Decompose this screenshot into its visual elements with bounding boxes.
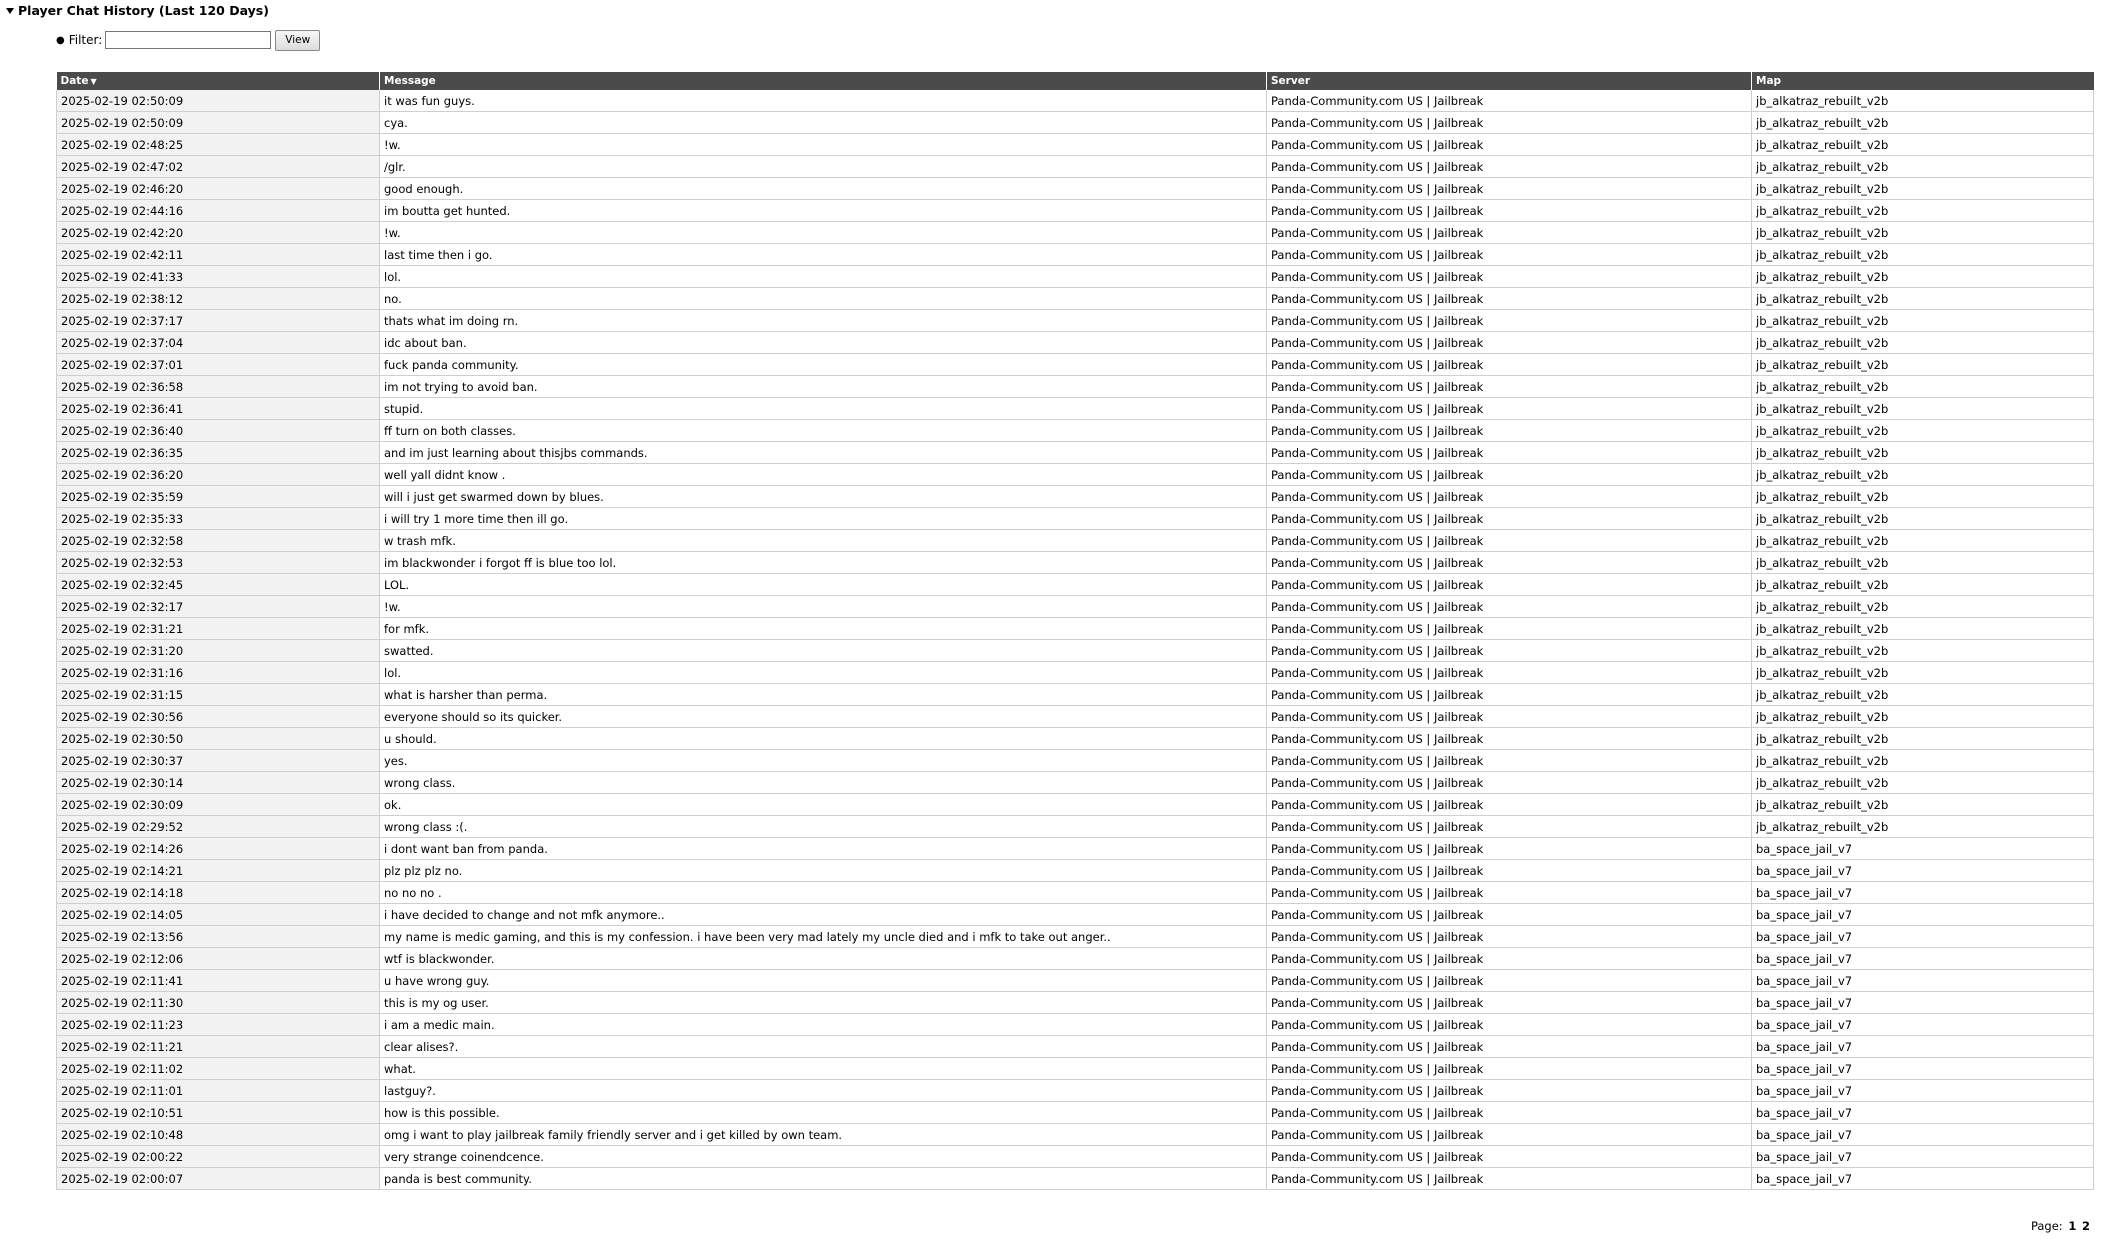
cell-map: jb_alkatraz_rebuilt_v2b: [1752, 574, 2094, 596]
cell-map: jb_alkatraz_rebuilt_v2b: [1752, 442, 2094, 464]
cell-server: Panda-Community.com US | Jailbreak: [1267, 1168, 1752, 1190]
table-row: [57, 706, 2094, 728]
cell-map: ba_space_jail_v7: [1752, 1168, 2094, 1190]
table-row: [57, 112, 2094, 134]
cell-map: jb_alkatraz_rebuilt_v2b: [1752, 596, 2094, 618]
cell-date: 2025-02-19 02:10:51: [57, 1102, 380, 1124]
sort-desc-icon: ▼: [90, 77, 97, 86]
table-row: [57, 134, 2094, 156]
cell-date: 2025-02-19 02:14:05: [57, 904, 380, 926]
table-row: [57, 948, 2094, 970]
cell-message: ff turn on both classes.: [380, 420, 1267, 442]
cell-date: 2025-02-19 02:48:25: [57, 134, 380, 156]
cell-date: 2025-02-19 02:42:11: [57, 244, 380, 266]
cell-date: 2025-02-19 02:10:48: [57, 1124, 380, 1146]
cell-map: jb_alkatraz_rebuilt_v2b: [1752, 816, 2094, 838]
cell-message: i have decided to change and not mfk anymore..: [380, 904, 1267, 926]
cell-message: wrong class :(.: [380, 816, 1267, 838]
table-row: [57, 684, 2094, 706]
cell-server: Panda-Community.com US | Jailbreak: [1267, 310, 1752, 332]
table-row: [57, 420, 2094, 442]
cell-map: jb_alkatraz_rebuilt_v2b: [1752, 222, 2094, 244]
table-row: [57, 508, 2094, 530]
cell-date: 2025-02-19 02:36:35: [57, 442, 380, 464]
cell-server: Panda-Community.com US | Jailbreak: [1267, 992, 1752, 1014]
cell-server: Panda-Community.com US | Jailbreak: [1267, 156, 1752, 178]
cell-date: 2025-02-19 02:31:16: [57, 662, 380, 684]
cell-map: jb_alkatraz_rebuilt_v2b: [1752, 706, 2094, 728]
cell-server: Panda-Community.com US | Jailbreak: [1267, 464, 1752, 486]
cell-server: Panda-Community.com US | Jailbreak: [1267, 222, 1752, 244]
section-title: Player Chat History (Last 120 Days): [18, 3, 269, 18]
cell-date: 2025-02-19 02:30:50: [57, 728, 380, 750]
cell-map: jb_alkatraz_rebuilt_v2b: [1752, 684, 2094, 706]
cell-date: 2025-02-19 02:30:56: [57, 706, 380, 728]
cell-message: will i just get swarmed down by blues.: [380, 486, 1267, 508]
bullet-icon: ●: [56, 34, 65, 46]
cell-date: 2025-02-19 02:42:20: [57, 222, 380, 244]
cell-date: 2025-02-19 02:37:01: [57, 354, 380, 376]
cell-server: Panda-Community.com US | Jailbreak: [1267, 1014, 1752, 1036]
table-row: [57, 222, 2094, 244]
table-row: [57, 574, 2094, 596]
cell-message: lastguy?.: [380, 1080, 1267, 1102]
table-row: [57, 530, 2094, 552]
cell-map: ba_space_jail_v7: [1752, 1080, 2094, 1102]
cell-map: jb_alkatraz_rebuilt_v2b: [1752, 420, 2094, 442]
cell-server: Panda-Community.com US | Jailbreak: [1267, 684, 1752, 706]
table-row: [57, 1036, 2094, 1058]
column-header-server[interactable]: Server: [1267, 72, 1752, 90]
cell-server: Panda-Community.com US | Jailbreak: [1267, 926, 1752, 948]
cell-server: Panda-Community.com US | Jailbreak: [1267, 1080, 1752, 1102]
cell-server: Panda-Community.com US | Jailbreak: [1267, 266, 1752, 288]
cell-message: omg i want to play jailbreak family friendly server and i get killed by own team.: [380, 1124, 1267, 1146]
cell-date: 2025-02-19 02:12:06: [57, 948, 380, 970]
cell-server: Panda-Community.com US | Jailbreak: [1267, 596, 1752, 618]
cell-server: Panda-Community.com US | Jailbreak: [1267, 420, 1752, 442]
cell-message: no no no .: [380, 882, 1267, 904]
cell-server: Panda-Community.com US | Jailbreak: [1267, 530, 1752, 552]
cell-map: jb_alkatraz_rebuilt_v2b: [1752, 178, 2094, 200]
cell-message: u have wrong guy.: [380, 970, 1267, 992]
cell-message: panda is best community.: [380, 1168, 1267, 1190]
cell-date: 2025-02-19 02:11:01: [57, 1080, 380, 1102]
column-header-date[interactable]: Date ▼: [57, 72, 380, 90]
cell-message: /glr.: [380, 156, 1267, 178]
table-row: [57, 398, 2094, 420]
cell-date: 2025-02-19 02:30:37: [57, 750, 380, 772]
table-header-row: [57, 72, 2094, 90]
cell-message: fuck panda community.: [380, 354, 1267, 376]
table-row: [57, 882, 2094, 904]
cell-message: thats what im doing rn.: [380, 310, 1267, 332]
cell-message: w trash mfk.: [380, 530, 1267, 552]
cell-server: Panda-Community.com US | Jailbreak: [1267, 1146, 1752, 1168]
cell-date: 2025-02-19 02:31:21: [57, 618, 380, 640]
cell-map: ba_space_jail_v7: [1752, 992, 2094, 1014]
cell-message: i am a medic main.: [380, 1014, 1267, 1036]
table-row: [57, 288, 2094, 310]
cell-server: Panda-Community.com US | Jailbreak: [1267, 1124, 1752, 1146]
page-link-2[interactable]: 2: [2081, 1219, 2090, 1233]
cell-date: 2025-02-19 02:50:09: [57, 112, 380, 134]
cell-message: stupid.: [380, 398, 1267, 420]
cell-server: Panda-Community.com US | Jailbreak: [1267, 332, 1752, 354]
cell-message: LOL.: [380, 574, 1267, 596]
cell-date: 2025-02-19 02:36:41: [57, 398, 380, 420]
table-row: [57, 376, 2094, 398]
cell-message: idc about ban.: [380, 332, 1267, 354]
cell-map: jb_alkatraz_rebuilt_v2b: [1752, 310, 2094, 332]
cell-date: 2025-02-19 02:11:21: [57, 1036, 380, 1058]
cell-date: 2025-02-19 02:36:58: [57, 376, 380, 398]
cell-server: Panda-Community.com US | Jailbreak: [1267, 838, 1752, 860]
cell-server: Panda-Community.com US | Jailbreak: [1267, 200, 1752, 222]
cell-server: Panda-Community.com US | Jailbreak: [1267, 882, 1752, 904]
cell-date: 2025-02-19 02:32:45: [57, 574, 380, 596]
cell-map: jb_alkatraz_rebuilt_v2b: [1752, 90, 2094, 112]
cell-message: everyone should so its quicker.: [380, 706, 1267, 728]
cell-map: jb_alkatraz_rebuilt_v2b: [1752, 398, 2094, 420]
cell-map: ba_space_jail_v7: [1752, 1036, 2094, 1058]
cell-message: good enough.: [380, 178, 1267, 200]
cell-server: Panda-Community.com US | Jailbreak: [1267, 1058, 1752, 1080]
cell-server: Panda-Community.com US | Jailbreak: [1267, 618, 1752, 640]
cell-server: Panda-Community.com US | Jailbreak: [1267, 860, 1752, 882]
table-row: [57, 618, 2094, 640]
cell-date: 2025-02-19 02:36:40: [57, 420, 380, 442]
cell-message: plz plz plz no.: [380, 860, 1267, 882]
cell-date: 2025-02-19 02:47:02: [57, 156, 380, 178]
chat-history-table: [56, 72, 2094, 1190]
table-row: [57, 1102, 2094, 1124]
cell-message: wrong class.: [380, 772, 1267, 794]
cell-date: 2025-02-19 02:14:18: [57, 882, 380, 904]
cell-map: ba_space_jail_v7: [1752, 1014, 2094, 1036]
table-row: [57, 1058, 2094, 1080]
cell-map: jb_alkatraz_rebuilt_v2b: [1752, 134, 2094, 156]
table-row: [57, 156, 2094, 178]
cell-map: ba_space_jail_v7: [1752, 926, 2094, 948]
cell-message: what.: [380, 1058, 1267, 1080]
cell-map: jb_alkatraz_rebuilt_v2b: [1752, 750, 2094, 772]
cell-server: Panda-Community.com US | Jailbreak: [1267, 288, 1752, 310]
cell-message: i dont want ban from panda.: [380, 838, 1267, 860]
cell-server: Panda-Community.com US | Jailbreak: [1267, 794, 1752, 816]
column-header-message[interactable]: Message: [380, 72, 1267, 90]
table-row: [57, 794, 2094, 816]
cell-map: jb_alkatraz_rebuilt_v2b: [1752, 530, 2094, 552]
table-row: [57, 266, 2094, 288]
table-row: [57, 200, 2094, 222]
cell-message: for mfk.: [380, 618, 1267, 640]
cell-map: ba_space_jail_v7: [1752, 1124, 2094, 1146]
cell-message: it was fun guys.: [380, 90, 1267, 112]
table-row: [57, 552, 2094, 574]
cell-message: cya.: [380, 112, 1267, 134]
table-row: [57, 816, 2094, 838]
cell-map: ba_space_jail_v7: [1752, 904, 2094, 926]
cell-message: and im just learning about thisjbs commands.: [380, 442, 1267, 464]
cell-date: 2025-02-19 02:31:15: [57, 684, 380, 706]
cell-server: Panda-Community.com US | Jailbreak: [1267, 904, 1752, 926]
cell-map: jb_alkatraz_rebuilt_v2b: [1752, 772, 2094, 794]
cell-date: 2025-02-19 02:00:07: [57, 1168, 380, 1190]
cell-map: ba_space_jail_v7: [1752, 948, 2094, 970]
cell-date: 2025-02-19 02:36:20: [57, 464, 380, 486]
table-row: [57, 486, 2094, 508]
cell-map: jb_alkatraz_rebuilt_v2b: [1752, 332, 2094, 354]
cell-message: swatted.: [380, 640, 1267, 662]
cell-date: 2025-02-19 02:29:52: [57, 816, 380, 838]
cell-map: ba_space_jail_v7: [1752, 1146, 2094, 1168]
cell-date: 2025-02-19 02:50:09: [57, 90, 380, 112]
cell-server: Panda-Community.com US | Jailbreak: [1267, 970, 1752, 992]
table-row: [57, 772, 2094, 794]
cell-message: lol.: [380, 662, 1267, 684]
cell-message: lol.: [380, 266, 1267, 288]
cell-date: 2025-02-19 02:11:30: [57, 992, 380, 1014]
cell-map: jb_alkatraz_rebuilt_v2b: [1752, 552, 2094, 574]
cell-message: !w.: [380, 134, 1267, 156]
cell-map: ba_space_jail_v7: [1752, 882, 2094, 904]
cell-map: ba_space_jail_v7: [1752, 838, 2094, 860]
cell-map: ba_space_jail_v7: [1752, 1058, 2094, 1080]
cell-date: 2025-02-19 02:38:12: [57, 288, 380, 310]
table-row: [57, 464, 2094, 486]
table-row: [57, 1146, 2094, 1168]
cell-map: jb_alkatraz_rebuilt_v2b: [1752, 464, 2094, 486]
cell-server: Panda-Community.com US | Jailbreak: [1267, 1102, 1752, 1124]
cell-server: Panda-Community.com US | Jailbreak: [1267, 552, 1752, 574]
cell-map: jb_alkatraz_rebuilt_v2b: [1752, 486, 2094, 508]
filter-input[interactable]: [105, 31, 271, 49]
cell-map: jb_alkatraz_rebuilt_v2b: [1752, 112, 2094, 134]
cell-date: 2025-02-19 02:37:04: [57, 332, 380, 354]
cell-server: Panda-Community.com US | Jailbreak: [1267, 398, 1752, 420]
table-row: [57, 178, 2094, 200]
cell-message: how is this possible.: [380, 1102, 1267, 1124]
table-row: [57, 332, 2094, 354]
cell-date: 2025-02-19 02:00:22: [57, 1146, 380, 1168]
cell-message: u should.: [380, 728, 1267, 750]
cell-date: 2025-02-19 02:37:17: [57, 310, 380, 332]
table-row: [57, 90, 2094, 112]
cell-message: very strange coinendcence.: [380, 1146, 1267, 1168]
cell-message: my name is medic gaming, and this is my confession. i have been very mad lately my uncle died and i mfk to take out anger..: [380, 926, 1267, 948]
cell-server: Panda-Community.com US | Jailbreak: [1267, 1036, 1752, 1058]
page-link-1[interactable]: 1: [2068, 1219, 2077, 1233]
cell-map: jb_alkatraz_rebuilt_v2b: [1752, 376, 2094, 398]
cell-date: 2025-02-19 02:44:16: [57, 200, 380, 222]
cell-server: Panda-Community.com US | Jailbreak: [1267, 772, 1752, 794]
cell-map: jb_alkatraz_rebuilt_v2b: [1752, 640, 2094, 662]
cell-date: 2025-02-19 02:32:17: [57, 596, 380, 618]
cell-message: im boutta get hunted.: [380, 200, 1267, 222]
cell-date: 2025-02-19 02:32:53: [57, 552, 380, 574]
table-row: [57, 750, 2094, 772]
table-row: [57, 992, 2094, 1014]
cell-server: Panda-Community.com US | Jailbreak: [1267, 706, 1752, 728]
cell-message: !w.: [380, 596, 1267, 618]
cell-server: Panda-Community.com US | Jailbreak: [1267, 574, 1752, 596]
cell-message: wtf is blackwonder.: [380, 948, 1267, 970]
table-row: [57, 640, 2094, 662]
cell-map: jb_alkatraz_rebuilt_v2b: [1752, 156, 2094, 178]
table-row: [57, 596, 2094, 618]
section-header[interactable]: [6, 2, 269, 20]
table-row: [57, 838, 2094, 860]
cell-message: clear alises?.: [380, 1036, 1267, 1058]
cell-map: ba_space_jail_v7: [1752, 970, 2094, 992]
cell-server: Panda-Community.com US | Jailbreak: [1267, 662, 1752, 684]
filter-label: Filter:: [68, 33, 103, 47]
cell-message: last time then i go.: [380, 244, 1267, 266]
table-row: [57, 904, 2094, 926]
cell-date: 2025-02-19 02:31:20: [57, 640, 380, 662]
cell-server: Panda-Community.com US | Jailbreak: [1267, 948, 1752, 970]
cell-date: 2025-02-19 02:14:26: [57, 838, 380, 860]
cell-server: Panda-Community.com US | Jailbreak: [1267, 354, 1752, 376]
table-row: [57, 860, 2094, 882]
cell-server: Panda-Community.com US | Jailbreak: [1267, 134, 1752, 156]
cell-date: 2025-02-19 02:35:33: [57, 508, 380, 530]
cell-map: jb_alkatraz_rebuilt_v2b: [1752, 288, 2094, 310]
cell-date: 2025-02-19 02:11:41: [57, 970, 380, 992]
table-row: [57, 310, 2094, 332]
cell-server: Panda-Community.com US | Jailbreak: [1267, 442, 1752, 464]
cell-map: jb_alkatraz_rebuilt_v2b: [1752, 728, 2094, 750]
cell-date: 2025-02-19 02:30:09: [57, 794, 380, 816]
cell-server: Panda-Community.com US | Jailbreak: [1267, 244, 1752, 266]
cell-map: jb_alkatraz_rebuilt_v2b: [1752, 266, 2094, 288]
pager-label: Page:: [2030, 1219, 2063, 1233]
cell-message: what is harsher than perma.: [380, 684, 1267, 706]
cell-message: im blackwonder i forgot ff is blue too lol.: [380, 552, 1267, 574]
cell-map: ba_space_jail_v7: [1752, 1102, 2094, 1124]
cell-message: well yall didnt know .: [380, 464, 1267, 486]
table-row: [57, 728, 2094, 750]
cell-server: Panda-Community.com US | Jailbreak: [1267, 728, 1752, 750]
cell-date: 2025-02-19 02:32:58: [57, 530, 380, 552]
table-row: [57, 354, 2094, 376]
cell-server: Panda-Community.com US | Jailbreak: [1267, 112, 1752, 134]
cell-date: 2025-02-19 02:41:33: [57, 266, 380, 288]
table-row: [57, 1014, 2094, 1036]
filter-row: [56, 29, 320, 51]
cell-message: i will try 1 more time then ill go.: [380, 508, 1267, 530]
cell-date: 2025-02-19 02:11:02: [57, 1058, 380, 1080]
cell-date: 2025-02-19 02:35:59: [57, 486, 380, 508]
cell-server: Panda-Community.com US | Jailbreak: [1267, 486, 1752, 508]
cell-server: Panda-Community.com US | Jailbreak: [1267, 90, 1752, 112]
cell-date: 2025-02-19 02:14:21: [57, 860, 380, 882]
cell-map: jb_alkatraz_rebuilt_v2b: [1752, 508, 2094, 530]
cell-server: Panda-Community.com US | Jailbreak: [1267, 178, 1752, 200]
table-row: [57, 442, 2094, 464]
cell-server: Panda-Community.com US | Jailbreak: [1267, 816, 1752, 838]
pagination: [2031, 1219, 2090, 1233]
cell-date: 2025-02-19 02:30:14: [57, 772, 380, 794]
cell-map: jb_alkatraz_rebuilt_v2b: [1752, 244, 2094, 266]
cell-date: 2025-02-19 02:46:20: [57, 178, 380, 200]
table-row: [57, 1080, 2094, 1102]
cell-map: ba_space_jail_v7: [1752, 860, 2094, 882]
cell-message: ok.: [380, 794, 1267, 816]
column-header-map[interactable]: Map: [1752, 72, 2094, 90]
cell-map: jb_alkatraz_rebuilt_v2b: [1752, 200, 2094, 222]
cell-message: im not trying to avoid ban.: [380, 376, 1267, 398]
cell-server: Panda-Community.com US | Jailbreak: [1267, 750, 1752, 772]
table-row: [57, 970, 2094, 992]
view-button[interactable]: View: [275, 30, 320, 51]
cell-server: Panda-Community.com US | Jailbreak: [1267, 640, 1752, 662]
cell-server: Panda-Community.com US | Jailbreak: [1267, 376, 1752, 398]
cell-server: Panda-Community.com US | Jailbreak: [1267, 508, 1752, 530]
cell-message: yes.: [380, 750, 1267, 772]
table-row: [57, 662, 2094, 684]
collapse-triangle-icon[interactable]: [6, 8, 14, 14]
cell-date: 2025-02-19 02:13:56: [57, 926, 380, 948]
cell-map: jb_alkatraz_rebuilt_v2b: [1752, 354, 2094, 376]
table-row: [57, 1168, 2094, 1190]
table-row: [57, 244, 2094, 266]
cell-date: 2025-02-19 02:11:23: [57, 1014, 380, 1036]
cell-message: this is my og user.: [380, 992, 1267, 1014]
table-row: [57, 926, 2094, 948]
table-row: [57, 1124, 2094, 1146]
cell-message: no.: [380, 288, 1267, 310]
cell-map: jb_alkatraz_rebuilt_v2b: [1752, 794, 2094, 816]
cell-map: jb_alkatraz_rebuilt_v2b: [1752, 662, 2094, 684]
cell-map: jb_alkatraz_rebuilt_v2b: [1752, 618, 2094, 640]
cell-message: !w.: [380, 222, 1267, 244]
